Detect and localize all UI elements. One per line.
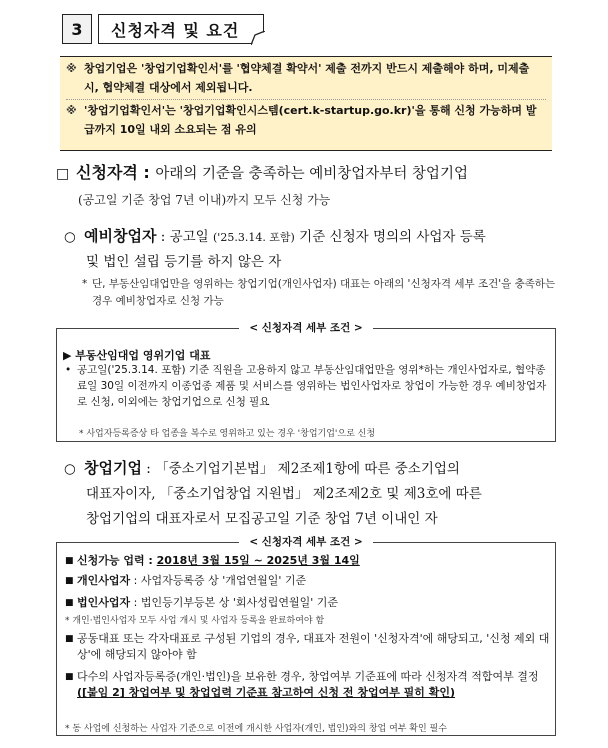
pre-founder-text: 공고일	[169, 229, 214, 245]
multiple-registration-emphasis: ([붙임 2] 창업여부 및 창업업력 기준표 참고하여 신청 전 창업여부 필히 확인)	[77, 686, 456, 699]
box-title	[57, 535, 555, 549]
footnote-mark: *	[82, 278, 88, 290]
notice-divider	[66, 99, 546, 100]
startup-paragraph	[64, 456, 558, 532]
eligibility-heading: 신청자격	[76, 163, 138, 182]
separator: :	[156, 229, 170, 245]
notice-text: '창업기업확인서'는 '창업기업확인시스템(cert.k-startup.go.kr)'을 통해 신청 가능하며 발급까지 10일 내외 소요되는 점 유의	[84, 104, 537, 136]
notice-item	[66, 102, 546, 139]
condition-footnote: * 개인·법인사업자 모두 사업 개시 및 사업자 등록을 완료하여야 함	[65, 616, 325, 626]
pre-founder-date: ('25.3.14. 포함)	[213, 231, 295, 244]
conditions-box-real-estate	[56, 322, 556, 442]
condition-row	[65, 573, 551, 589]
page-fold-icon	[251, 31, 265, 45]
section-title-text: 신청자격 및 요건	[111, 20, 240, 40]
condition-row	[65, 631, 551, 663]
square-bullet-icon: ■	[65, 672, 74, 682]
footnote-text: 단, 부동산임대업만을 영위하는 창업기업(개인사업자) 대표는 아래의 '신청자격 세부 조건'을 충족하는 경우 예비창업자로 신청 가능	[92, 278, 556, 307]
startup-text-line2: 대표자이자, 「중소기업창업 지원법」 제2조제2호 및 제3호에 따른	[86, 486, 482, 502]
pre-founder-heading: 예비창업자	[84, 227, 157, 245]
separator: :	[141, 461, 156, 477]
period-label: 신청가능 업력 :	[77, 554, 157, 567]
conditions-box-startup	[56, 536, 556, 736]
box-title	[57, 321, 555, 335]
condition-row	[65, 595, 551, 611]
eligibility-subtext: (공고일 기준 창업 7년 이내)까지 모두 신청 가능	[78, 193, 331, 207]
startup-heading: 창업기업	[84, 459, 142, 477]
dot-bullet-icon: •	[65, 364, 72, 376]
notice-text: 창업기업은 '창업기업확인서'를 '협약체결 확약서' 제출 전까지 반드시 제출해야 하며, 미제출 시, 협약체결 대상에서 제외됩니다.	[84, 62, 530, 94]
pre-founder-paragraph	[64, 224, 556, 275]
period-value: 2018년 3월 15일 ~ 2025년 3월 14일	[156, 554, 360, 567]
joint-ceo-text: 공동대표 또는 각자대표로 구성된 기업의 경우, 대표자 전원이 '신청자격'에 해당되고, '신청 제외 대상'에 해당되지 않아야 함	[77, 632, 550, 661]
box-body-text: 공고일('25.3.14. 포함) 기준 직원을 고용하지 않고 부동산임대업만을 영위*하는 개인사업자로, 협약종료일 30일 이전까지 이종업종 제품 및 서비스를 영위하는 법인사업자로 창업이 가능한 경우 예비창업자로 신청, 이외에는 창업기업으로 신청 필요	[77, 364, 547, 408]
pre-founder-text: 기준 신청자 명의의 사업자 등록	[294, 229, 486, 245]
startup-text: 「중소기업기본법」 제2조제1항에 따른 중소기업의	[155, 461, 460, 477]
section-header	[62, 14, 264, 46]
notice-box	[60, 56, 552, 151]
corporate-text: : 법인등기부등본 상 '회사성립연월일' 기준	[130, 596, 339, 609]
eligibility-paragraph	[56, 160, 556, 213]
square-bullet-icon: ■	[65, 634, 74, 644]
box-footnote: * 사업자등록증상 타 업종을 복수로 영위하고 있는 경우 '창업기업'으로 신청	[79, 429, 376, 439]
square-bullet-icon: ■	[65, 576, 74, 586]
condition-row	[65, 553, 551, 569]
circle-bullet-icon: ○	[64, 229, 76, 245]
circle-bullet-icon: ○	[64, 461, 76, 477]
section-number: 3	[62, 14, 92, 44]
reference-mark: ※	[66, 104, 77, 117]
multiple-registration-text: 다수의 사업자등록증(개인·법인)을 보유한 경우, 창업여부 기준표에 따라 신청자격 적합여부 결정	[77, 670, 539, 683]
box-title-text: < 신청자격 세부 조건 >	[239, 535, 372, 549]
footnote	[82, 276, 558, 310]
corporate-label: 법인사업자	[77, 596, 131, 609]
box-title-text: < 신청자격 세부 조건 >	[239, 321, 372, 335]
separator: :	[137, 163, 156, 182]
individual-label: 개인사업자	[77, 574, 131, 587]
box-heading: ▶ 부동산임대업 영위기업 대표	[63, 349, 211, 362]
square-bullet-icon: ■	[65, 598, 74, 608]
eligibility-text: 아래의 기준을 충족하는 예비창업자부터 창업기업	[155, 166, 468, 182]
reference-mark: ※	[66, 62, 77, 75]
condition-row	[65, 669, 551, 701]
condition-footnote: * 동 사업에 신청하는 사업자 기준으로 이전에 개시한 사업자(개인, 법인)와의 창업 여부 확인 필수	[65, 724, 447, 734]
checkbox-bullet-icon: □	[56, 166, 70, 182]
section-title	[98, 14, 264, 44]
square-bullet-icon: ■	[65, 556, 74, 566]
individual-text: : 사업자등록증 상 '개업연월일' 기준	[130, 574, 307, 587]
notice-item	[66, 60, 546, 97]
startup-text-line3: 창업기업의 대표자로서 모집공고일 기준 창업 7년 이내인 자	[86, 511, 438, 527]
pre-founder-text-line2: 및 법인 설립 등기를 하지 않은 자	[86, 254, 282, 270]
box-body	[65, 363, 551, 410]
